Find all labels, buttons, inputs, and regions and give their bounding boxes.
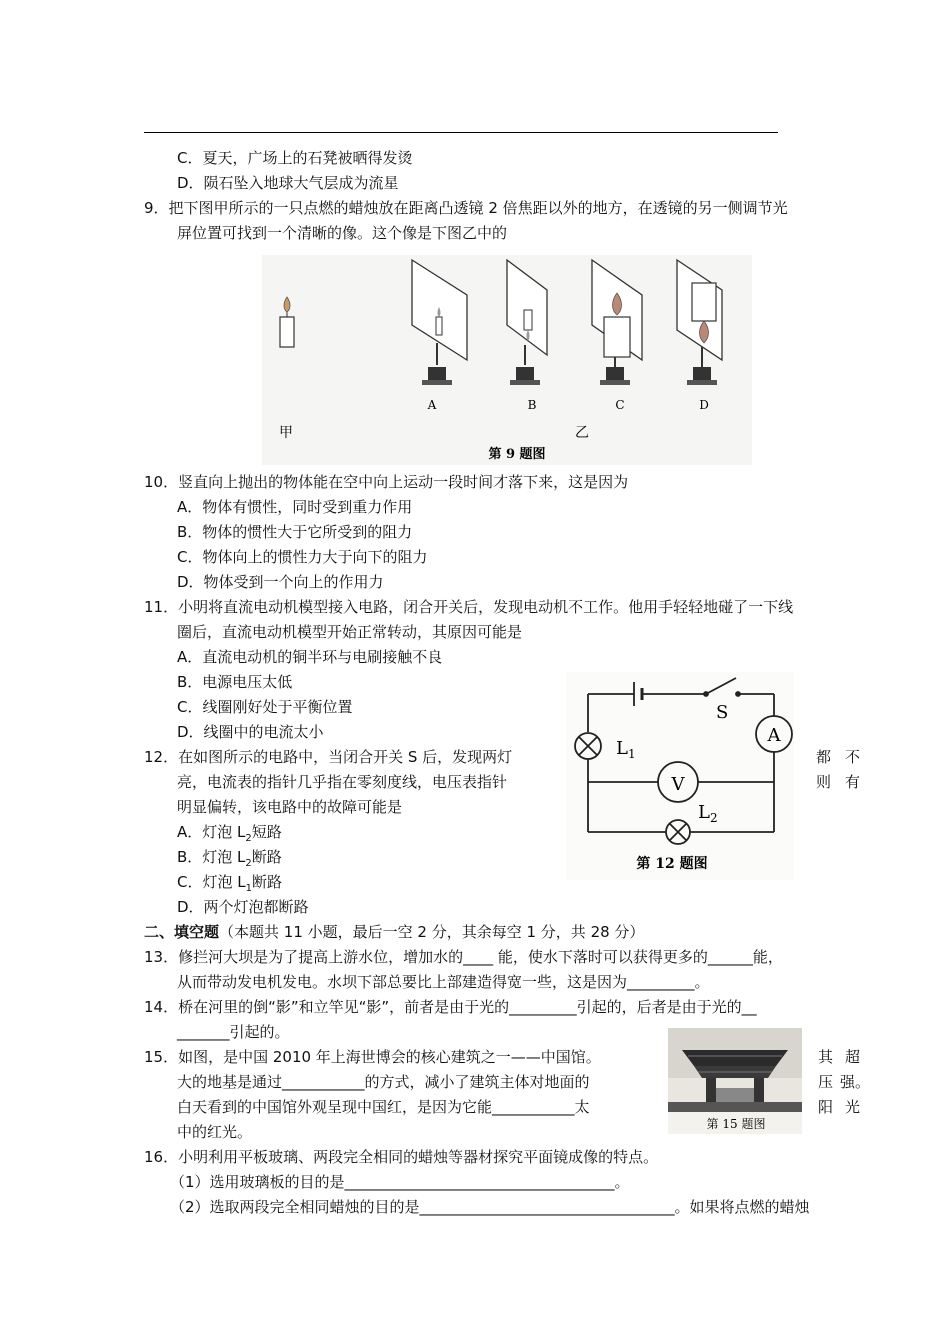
switch-label: S (716, 702, 729, 723)
q12-option-d: D．两个灯泡都断路 (177, 898, 309, 916)
q12-stem-line2: 亮，电流表的指针几乎指在零刻度线，电压表指针 (177, 773, 508, 791)
q11-stem-line2: 圈后，直流电动机模型开始正常转动，其原因可能是 (177, 623, 523, 641)
q10-stem: 10．竖直向上抛出的物体能在空中向上运动一段时间才落下来，这是因为 (144, 473, 629, 491)
q12-stem-line3: 明显偏转，该电路中的故障可能是 (177, 798, 403, 816)
q11-option-d: D．线圈中的电流太小 (177, 723, 324, 741)
q11-option-b: B．电源电压太低 (177, 673, 293, 691)
q10-option-d: D．物体受到一个向上的作用力 (177, 573, 384, 591)
q14-line2: _______引起的。 (177, 1023, 290, 1041)
q12-figure-caption: 第 12 题图 (636, 856, 708, 872)
voltmeter-label: V (671, 774, 685, 795)
q12-option-a: A．灯泡 $L_2$短路 (177, 823, 282, 844)
q12-option-c: C．灯泡 $L_1$断路 (177, 873, 282, 894)
ammeter-label: A (767, 725, 781, 746)
q15-china-pavilion-figure (668, 1028, 802, 1134)
q10-option-c: C．物体向上的惯性力大于向下的阻力 (177, 548, 428, 566)
q12-circuit-figure (566, 672, 794, 880)
q13-line2: 从而带动发电机发电。水坝下部总要比上部建造得宽一些，这是因为_________。 (177, 973, 710, 991)
q11-option-a: A．直流电动机的铜半环与电刷接触不良 (177, 648, 443, 666)
q16-stem: 16．小明利用平板玻璃、两段完全相同的蜡烛等器材探究平面镜成像的特点。 (144, 1148, 659, 1166)
q15-line1: 15．如图，是中国 2010 年上海世博会的核心建筑之一——中国馆。 (144, 1048, 601, 1066)
label-yi: 乙 (575, 425, 589, 441)
label-b: B (527, 398, 537, 412)
q12-option-b: B．灯泡 $L_2$断路 (177, 848, 282, 869)
q9-figure (262, 255, 752, 465)
q9-stem-line1: 9．把下图甲所示的一只点燃的蜡烛放在距离凸透镜 2 倍焦距以外的地方，在透镜的另一侧调节光 (144, 199, 788, 217)
q15-line4: 中的红光。 (177, 1123, 253, 1141)
q13-line1: 13．修拦河大坝是为了提高上游水位，增加水的____ 能，使水下落时可以获得更多的______能， (144, 948, 783, 966)
q15-line3: 白天看到的中国馆外观呈现中国红，是因为它能___________太 (177, 1098, 590, 1116)
q15-line3-right: 阳 光 (818, 1098, 860, 1116)
q8-option-c: C．夏天，广场上的石凳被晒得发烫 (177, 149, 413, 167)
q16-sub1: （1）选用玻璃板的目的是____________________________________。 (170, 1173, 630, 1191)
q12-stem-line1: 12．在如图所示的电路中，当闭合开关 S 后，发现两灯 (144, 748, 513, 766)
q10-option-a: A．物体有惯性，同时受到重力作用 (177, 498, 413, 516)
label-d: D (699, 398, 709, 412)
lamp-l2-label: $L_2$ (698, 802, 718, 825)
label-a: A (427, 398, 437, 412)
q15-line2-right: 压 强。 (818, 1073, 870, 1091)
lamp-l1-label: $L_1$ (616, 738, 636, 761)
q15-line1-right: 其 超 (818, 1048, 860, 1066)
q16-sub2: （2）选取两段完全相同蜡烛的目的是__________________________________。如果将点燃的蜡烛 (170, 1198, 810, 1216)
q10-option-b: B．物体的惯性大于它所受到的阻力 (177, 523, 413, 541)
section2-heading: 二、填空题（本题共 11 小题，最后一空 2 分，其余每空 1 分，共 28 分） (144, 923, 645, 941)
q11-option-c: C．线圈刚好处于平衡位置 (177, 698, 353, 716)
q9-figure-caption: 第 9 题图 (488, 447, 546, 462)
q15-figure-caption: 第 15 题图 (706, 1117, 766, 1131)
q11-stem-line1: 11．小明将直流电动机模型接入电路，闭合开关后，发现电动机不工作。他用手轻轻地碰了一下线 (144, 598, 794, 616)
q14-line1: 14．桥在河里的倒“影”和立竿见“影”，前者是由于光的_________引起的，后者是由于光的__ (144, 998, 757, 1016)
header-rule (144, 132, 778, 133)
q12-line2-right: 则 有 (816, 773, 860, 791)
q15-line2: 大的地基是通过___________的方式，减小了建筑主体对地面的 (177, 1073, 590, 1091)
q9-stem-line2: 屏位置可找到一个清晰的像。这个像是下图乙中的 (177, 224, 508, 242)
q12-line1-right: 都 不 (816, 748, 860, 766)
label-jia: 甲 (279, 425, 293, 441)
label-c: C (615, 398, 625, 412)
q8-option-d: D．陨石坠入地球大气层成为流星 (177, 174, 399, 192)
